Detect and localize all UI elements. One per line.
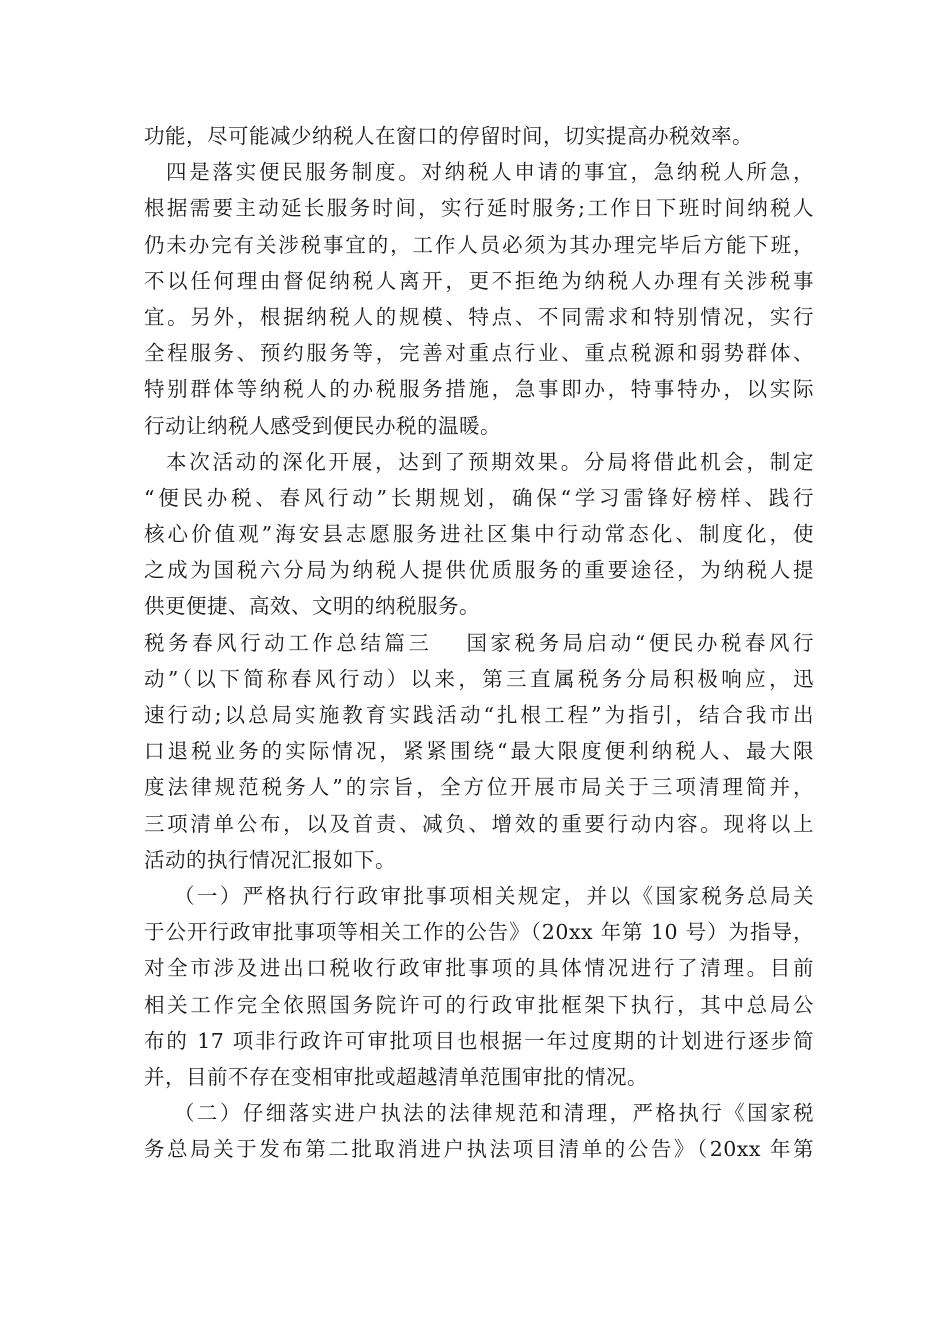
text-line: 宜。另外，根据纳税人的规模、特点、不同需求和特别情况，实行 <box>144 304 814 329</box>
text-line: 并，目前不存在变相审批或超越清单范围审批的情况。 <box>144 1064 648 1089</box>
text-line: 口退税业务的实际情况，紧紧围绕“最大限度便利纳税人、最大限 <box>144 739 814 764</box>
text-line: 速行动;以总局实施教育实践活动“扎根工程”为指引，结合我市出 <box>144 703 814 727</box>
text-line: （一）严格执行行政审批事项相关规定，并以《国家税务总局关 <box>174 883 814 908</box>
text-line: 活动的执行情况汇报如下。 <box>144 847 396 872</box>
text-line: 于公开行政审批事项等相关工作的公告》（20xx 年第 10 号）为指导， <box>144 920 814 945</box>
text-line: “便民办税、春风行动”长期规划，确保“学习雷锋好榜样、践行 <box>144 485 814 510</box>
text-line: 税务春风行动工作总结篇三 国家税务局启动“便民办税春风行 <box>144 630 814 655</box>
text-line: 四是落实便民服务制度。对纳税人申请的事宜，急纳税人所急， <box>166 160 814 185</box>
text-line: 之成为国税六分局为纳税人提供优质服务的重要途径，为纳税人提 <box>144 558 814 583</box>
text-line: 供更便捷、高效、文明的纳税服务。 <box>144 594 480 619</box>
text-line: 不以任何理由督促纳税人离开，更不拒绝为纳税人办理有关涉税事 <box>144 268 814 293</box>
text-line: 对全市涉及进出口税收行政审批事项的具体情况进行了清理。目前 <box>144 956 814 981</box>
text-line: 功能，尽可能减少纳税人在窗口的停留时间，切实提高办税效率。 <box>144 124 753 148</box>
text-line: 度法律规范税务人”的宗旨，全方位开展市局关于三项清理简并， <box>144 775 814 800</box>
text-line: 布的 17 项非行政许可审批项目也根据一年过度期的计划进行逐步简 <box>144 1028 814 1053</box>
text-line: 务总局关于发布第二批取消进户执法项目清单的公告》（20xx 年第 <box>144 1137 814 1162</box>
text-line: 根据需要主动延长服务时间，实行延时服务;工作日下班时间纳税人 <box>144 196 814 221</box>
text-line: 相关工作完全依照国务院许可的行政审批框架下执行，其中总局公 <box>144 992 814 1017</box>
text-line: 动”（以下简称春风行动）以来，第三直属税务分局积极响应，迅 <box>144 666 814 691</box>
text-line: 仍未办完有关涉税事宜的，工作人员必须为其办理完毕后方能下班， <box>144 232 814 257</box>
text-line: 三项清单公布，以及首责、减负、增效的重要行动内容。现将以上 <box>144 811 814 836</box>
text-line: 特别群体等纳税人的办税服务措施，急事即办，特事特办，以实际 <box>144 377 814 402</box>
text-line: （二）仔细落实进户执法的法律规范和清理，严格执行《国家税 <box>174 1101 814 1126</box>
text-line: 核心价值观”海安县志愿服务进社区集中行动常态化、制度化，使 <box>144 522 814 547</box>
text-line: 全程服务、预约服务等，完善对重点行业、重点税源和弱势群体、 <box>144 341 814 366</box>
text-line: 行动让纳税人感受到便民办税的温暖。 <box>144 413 501 438</box>
document-body <box>144 118 814 1167</box>
text-line: 本次活动的深化开展，达到了预期效果。分局将借此机会，制定 <box>166 449 814 474</box>
